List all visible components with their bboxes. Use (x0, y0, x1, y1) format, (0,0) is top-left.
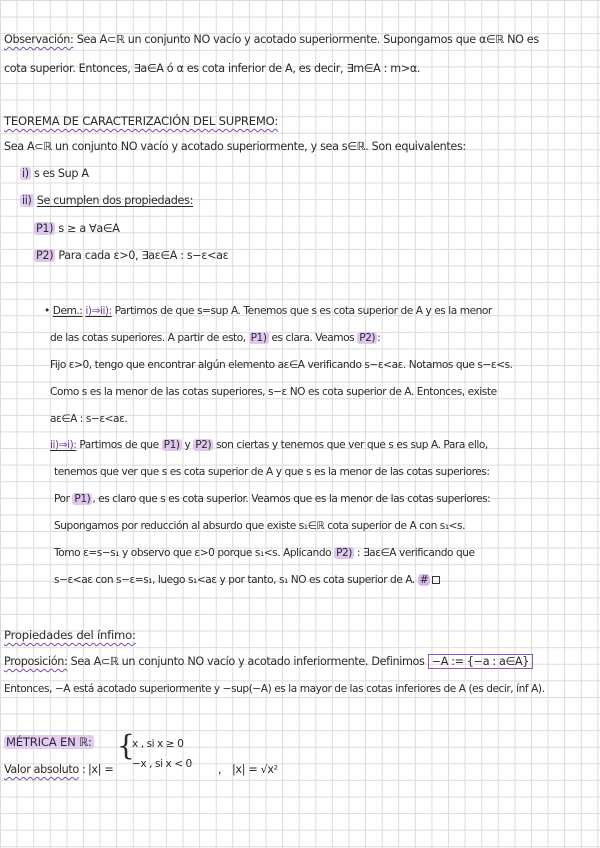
proof-line-9: Supongamos por reducción al absurdo que existe s₁∈ℝ cota superior de A con s₁<s. (54, 520, 466, 532)
item-ii-text: Se cumplen dos propiedades: (36, 194, 193, 207)
item-i-text: s es Sup A (34, 167, 89, 180)
property-p1 (34, 222, 120, 236)
p2-text: Para cada ε>0, ∃aε∈A : s−ε<aε (58, 249, 229, 262)
item-ii-label: ii) (22, 194, 32, 207)
infimum-proposition-line-2: Entonces, −A está acotado superiormente y −sup(−A) es la mayor de las cotas inferiores de A (es decir, ínf A). (4, 683, 545, 695)
proof-line-6: ii)⇒i): Partimos de que P1) y P2) son ciertas y tenemos que ver que s es sup A. Para ello, (50, 439, 488, 451)
qed-square-icon (432, 576, 440, 584)
implication-2: ii)⇒i): (50, 439, 77, 451)
proof-line-4: Como s es la menor de las cotas superiores, s−ε NO es cota superior de A. Entonces, existe (50, 386, 497, 398)
proof-bullet: • (44, 305, 50, 317)
infimum-title: Propiedades del ínfimo: (4, 628, 136, 642)
qed-mark: # (419, 574, 429, 586)
proof-line-5: aε∈A : s−ε<aε. (50, 413, 128, 425)
theorem-statement: Sea A⊂ℝ un conjunto NO vacío y acotado superiormente, y sea s∈ℝ. Son equivalentes: (4, 140, 466, 153)
observation-text-1: Sea A⊂ℝ un conjunto NO vacío y acotado superiormente. Supongamos que α∈ℝ NO es (76, 33, 539, 46)
item-i-label: i) (22, 167, 29, 180)
absolute-value-separator: , (218, 763, 222, 776)
absolute-value-lhs: |x| = (88, 763, 114, 776)
p1-text: s ≥ a ∀a∈A (58, 222, 120, 235)
proof-label: Dem.: (52, 305, 83, 317)
observation-label: Observación: (4, 33, 74, 46)
p2-label: P2) (36, 249, 54, 262)
infimum-proposition-line-1: Proposición: Sea A⊂ℝ un conjunto NO vacío y acotado inferiormente. Definimos −A := {−a : a∈A} (4, 655, 533, 669)
negative-set-definition: −A := {−a : a∈A} (428, 654, 533, 669)
absolute-value-case-1: x , si x ≥ 0 (132, 738, 184, 750)
property-p2 (34, 249, 228, 263)
proof-line-7: tenemos que ver que s es cota superior de A y que s es la menor de las cotas superiores: (54, 466, 490, 478)
implication-1: i)⇒ii): (85, 305, 112, 317)
proof-line-10: Tomo ε=s−s₁ y observo que ε>0 porque s₁<s. Aplicando P2) : ∃aε∈A verificando que (54, 547, 475, 559)
p1-label: P1) (36, 222, 54, 235)
theorem-item-ii (20, 194, 193, 208)
metric-title: MÉTRICA EN ℝ: (6, 735, 92, 749)
proof-line-11: s−ε<aε con s−ε=s₁, luego s₁<aε y por tanto, s₁ NO es cota superior de A. # (54, 573, 440, 587)
cases-brace: { (117, 729, 135, 762)
absolute-value-sqrt: |x| = √x² (232, 763, 278, 776)
proof-line-1: • Dem.: i)⇒ii): Partimos de que s=sup A. Tenemos que s es cota superior de A y es la menor (44, 305, 492, 317)
observation-line-1 (4, 33, 539, 47)
absolute-value-label: Valor absoluto : (4, 763, 86, 776)
proposition-label: Proposición: (4, 655, 68, 668)
observation-line-2: cota superior. Entonces, ∃a∈A ó α es cota inferior de A, es decir, ∃m∈A : m>α. (4, 62, 421, 75)
theorem-item-i (20, 167, 89, 181)
absolute-value-case-2: −x , si x < 0 (132, 758, 192, 770)
proof-line-2: de las cotas superiores. A partir de esto, P1) es clara. Veamos P2) : (50, 332, 381, 344)
theorem-title: TEOREMA DE CARACTERIZACIÓN DEL SUPREMO: (4, 114, 279, 128)
proof-line-8: Por P1) , es claro que s es cota superior. Veamos que es la menor de las cotas superiores: (54, 493, 491, 505)
proof-line-3: Fijo ε>0, tengo que encontrar algún elemento aε∈A verificando s−ε<aε. Notamos que s−ε<s. (50, 359, 513, 371)
